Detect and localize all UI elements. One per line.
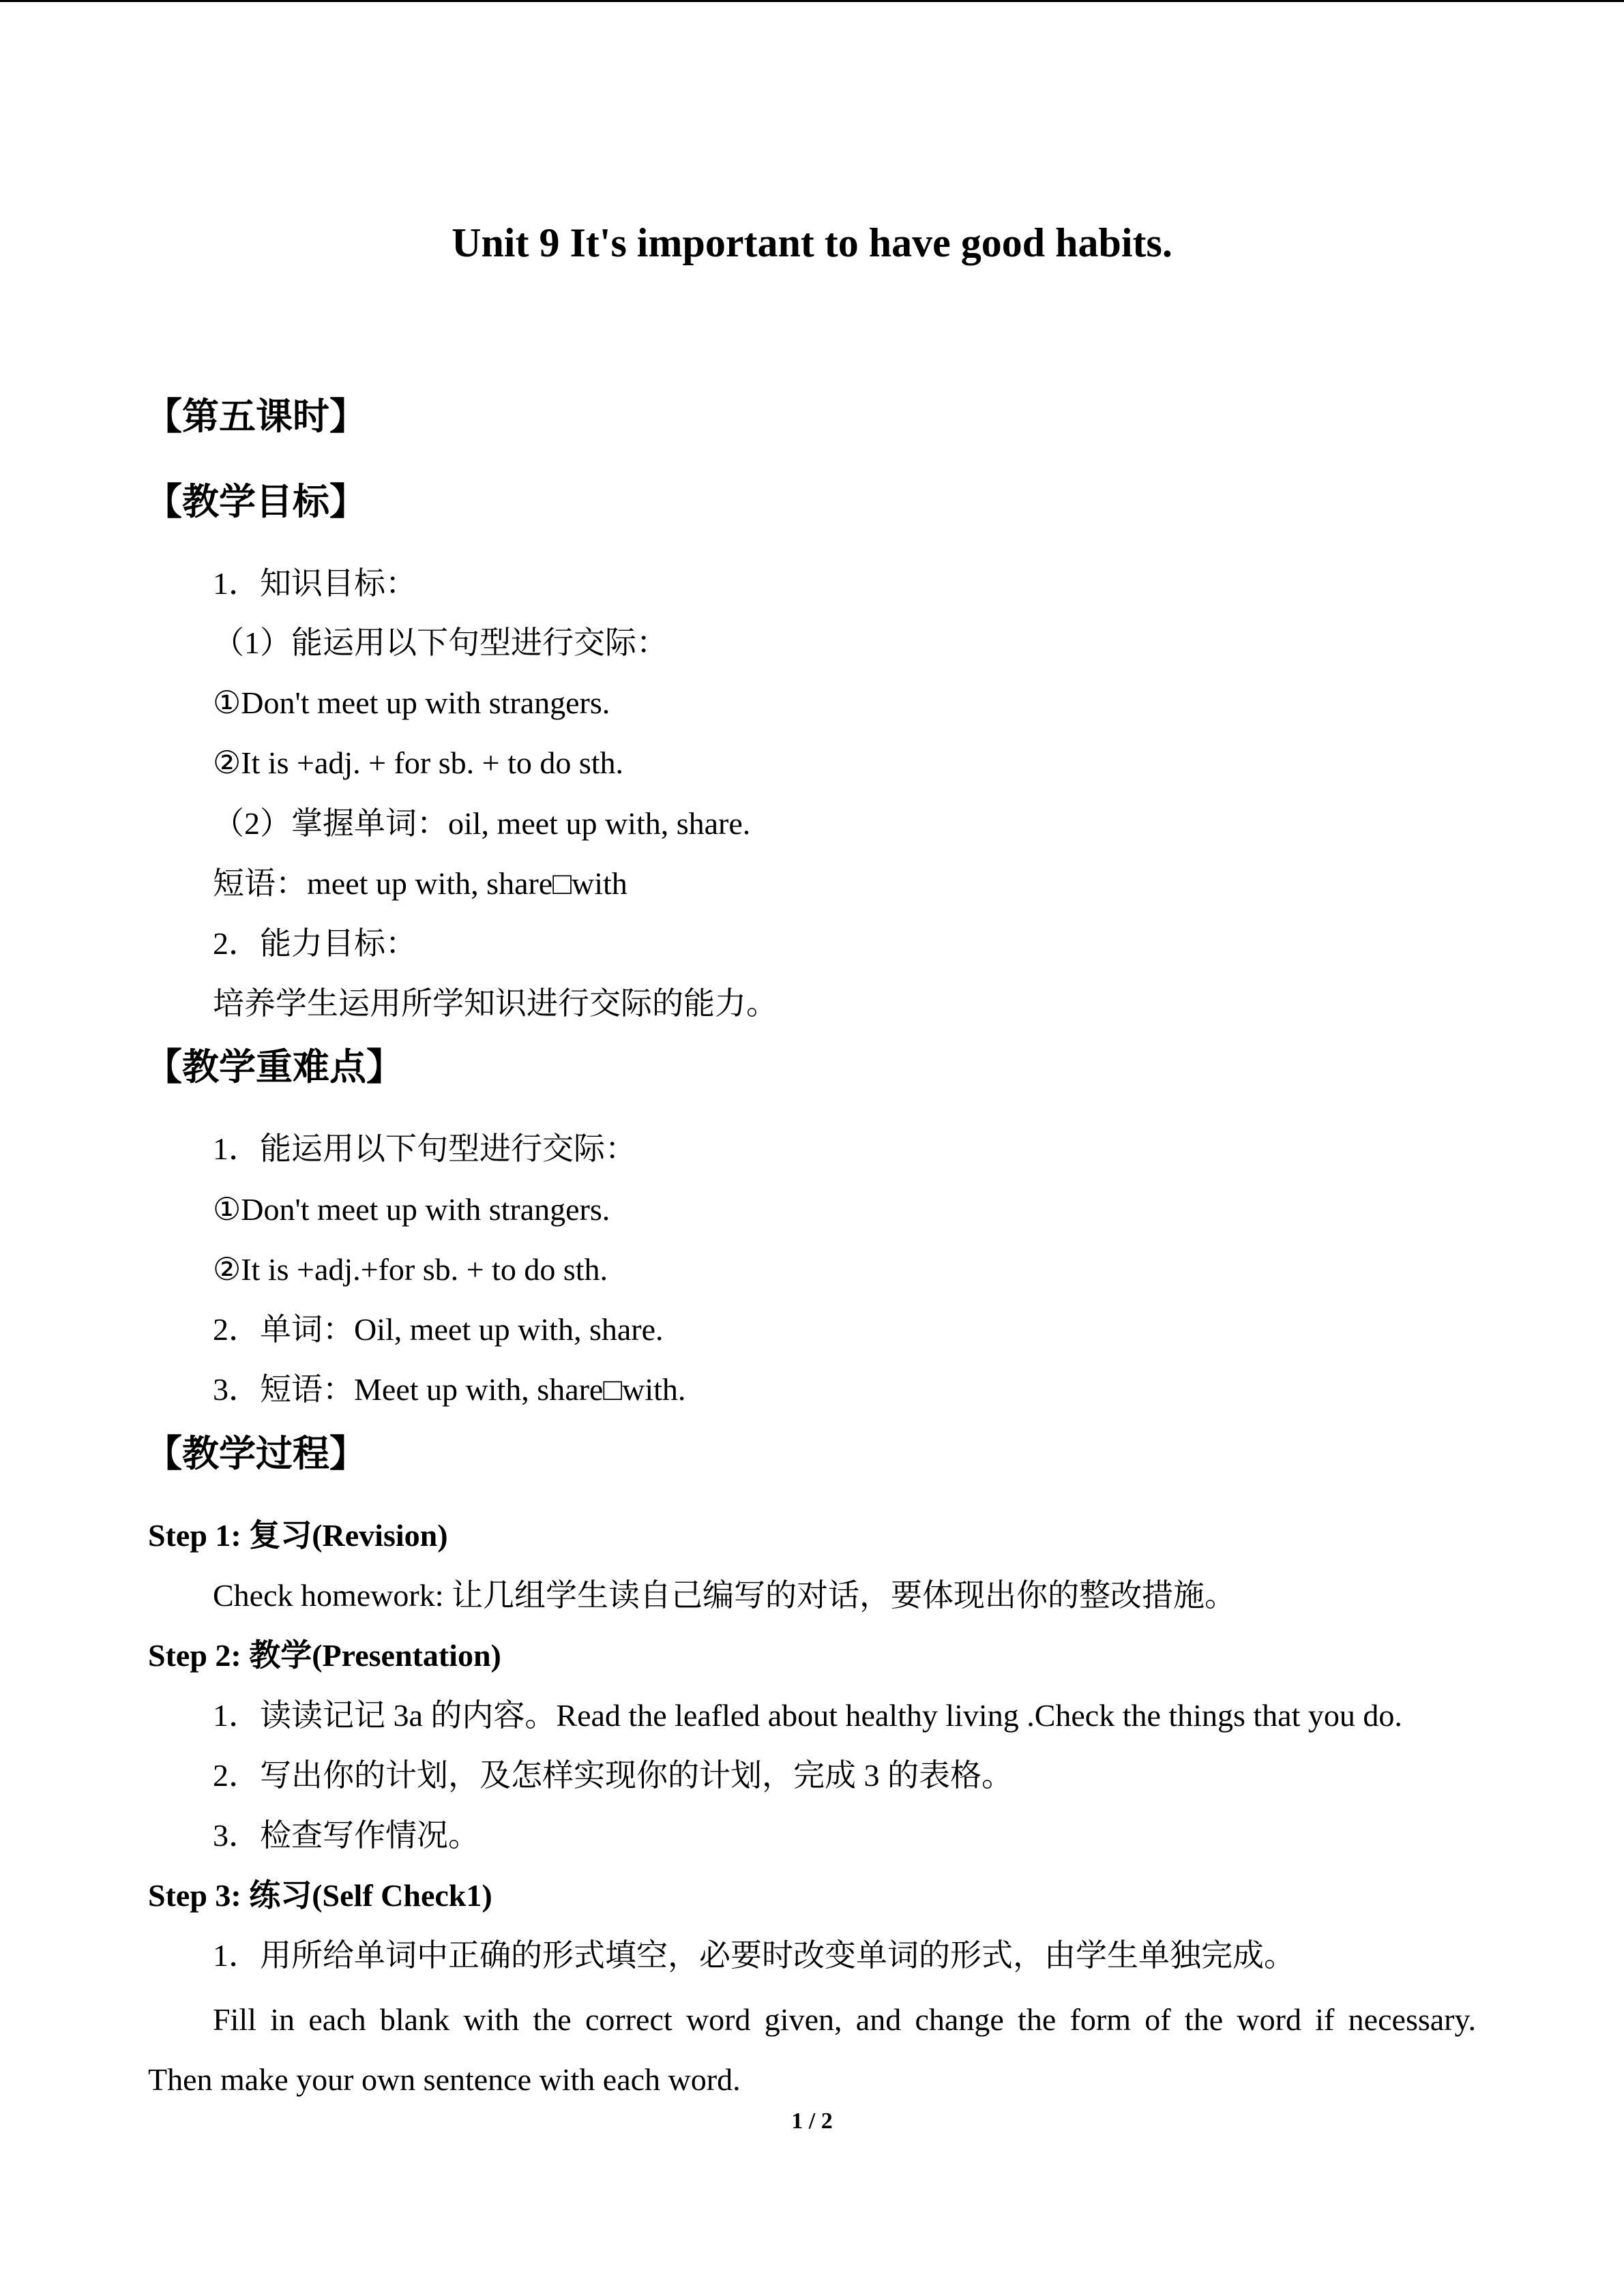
- section-heading-key-points: 【教学重难点】: [145, 1045, 403, 1088]
- text-line: ①Don't meet up with strangers.: [213, 1192, 610, 1227]
- section-heading-lesson: 【第五课时】: [145, 395, 366, 438]
- text-line: （2）掌握单词：oil, meet up with, share.: [213, 806, 751, 841]
- text-line: 1．用所给单词中正确的形式填空，必要时改变单词的形式，由学生单独完成。: [213, 1938, 1295, 1973]
- step-heading: Step 1: 复习(Revision): [148, 1518, 448, 1553]
- text-line: 1．能运用以下句型进行交际：: [213, 1131, 636, 1166]
- text-line: 培养学生运用所学知识进行交际的能力。: [213, 986, 778, 1021]
- text-line: Fill in each blank with the correct word given, and change the form of the word if necessary.: [213, 2002, 1476, 2037]
- step-heading: Step 3: 练习(Self Check1): [148, 1878, 492, 1913]
- text-line: 2．单词：Oil, meet up with, share.: [213, 1312, 664, 1347]
- text-line: 2．写出你的计划，及怎样实现你的计划，完成 3 的表格。: [213, 1758, 1013, 1793]
- document-title: Unit 9 It's important to have good habits.: [452, 220, 1172, 265]
- text-line: 1．知识目标：: [213, 566, 417, 601]
- page-number: 1 / 2: [791, 2108, 833, 2134]
- step-heading: Step 2: 教学(Presentation): [148, 1638, 501, 1673]
- text-line: 3．短语：Meet up with, share□with.: [213, 1372, 686, 1407]
- text-line: 3．检查写作情况。: [213, 1818, 479, 1853]
- text-line: ①Don't meet up with strangers.: [213, 685, 610, 720]
- section-heading-process: 【教学过程】: [145, 1432, 366, 1475]
- text-line: 短语：meet up with, share□with: [213, 866, 628, 901]
- text-line: 2．能力目标：: [213, 926, 417, 961]
- text-line: ②It is +adj. + for sb. + to do sth.: [213, 745, 624, 780]
- text-line: （1）能运用以下句型进行交际：: [213, 625, 668, 660]
- text-line: 1．读读记记 3a 的内容。Read the leafled about healthy living .Check the things that you do.: [213, 1698, 1402, 1733]
- text-line: ②It is +adj.+for sb. + to do sth.: [213, 1252, 608, 1287]
- text-line: Check homework: 让几组学生读自己编写的对话，要体现出你的整改措施。: [213, 1578, 1237, 1613]
- section-heading-objectives: 【教学目标】: [145, 480, 366, 523]
- text-line: Then make your own sentence with each word.: [148, 2062, 741, 2097]
